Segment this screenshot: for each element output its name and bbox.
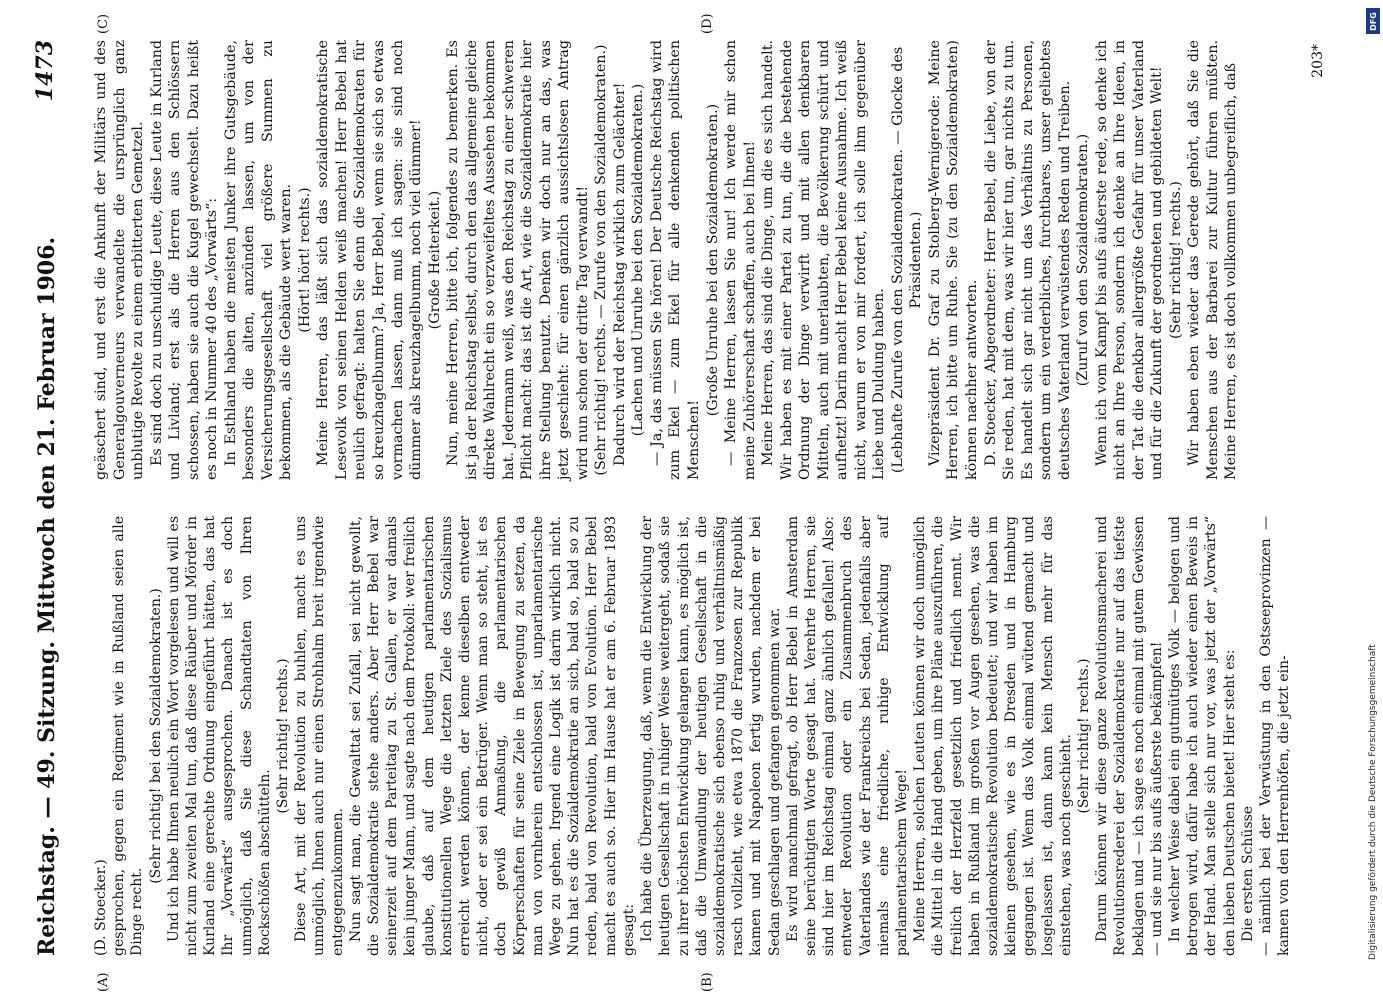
interjection: (Lachen und Unruhe bei den Sozialdemokraten.)	[630, 83, 647, 437]
interjection: (Hört! hört! rechts.)	[296, 187, 313, 333]
margin-marker-b: (B)	[700, 972, 715, 992]
interjection: (Große Unruhe bei den Sozialdemokraten.)	[704, 103, 721, 417]
paragraph: — nämlich bei der Verwüstung in den Ostseeprovinzen — kamen von den Herrenhöfen, die jetzt ein-	[1258, 516, 1293, 956]
paragraph: Nun, meine Herren, bitte ich, folgendes zu bemerken. Es ist ja der Reichstag selbst, durch den das allgemeine gleiche direkte Wahlrecht ein so verzweifeltes Aussehen bekommen hat. Jedermann weiß, was den Reichstag zu einer schweren Pflicht macht: das ist die Art, wie die Sozialdemokratie hier ihre Stellung benutzt. Denken wir doch nur an das, was jetzt geschieht: für einen gänzlich aussichtslosen Antrag wird nun schon der dritte Tag verwandt!	[445, 40, 591, 480]
paragraph: gesprochen, gegen ein Regiment wie in Rußland seien alle Dinge recht.	[111, 516, 146, 956]
paragraph: Vizepräsident Dr. Graf zu Stolberg-Wernigerode: Meine Herren, ich bitte um Ruhe. Sie (zu den Sozialdemokraten) können nachher antworten.	[926, 40, 980, 480]
paragraph: D. Stoecker, Abgeordneter: Herr Bebel, die Liebe, von der Sie reden, hat mit dem, was wir hier tun, gar nichts zu tun. Es handelt sich gar nicht um das Verhältnis zu Personen, sondern um ein verderbliches, furchtbares, unser geliebtes deutsches Vaterland verwüstendes Reden und Treiben.	[982, 40, 1073, 480]
paragraph: Es wird manchmal gefragt, ob Herr Bebel in Amsterdam seine berüchtigten Worte gesagt hat. Verehrte Herren, sie sind hier im Reichstag einmal ganz ähnlich gefallen! Also: entweder Revolution oder ein Zusammenbruch des Vaterlandes wie der Frankreichs bei Sedan, jedenfalls aber niemals eine friedliche, ruhige Entwicklung auf parlamentarischem Wege!	[784, 516, 910, 956]
interjection: (Sehr richtig! bei den Sozialdemokraten.)	[147, 588, 164, 884]
paragraph: Diese Art, mit der Revolution zu buhlen, macht es uns unmöglich, Ihnen auch nur einen Strohhalm breit irgendwie entgegenzukommen.	[293, 516, 346, 956]
interjection: (Sehr richtig! rechts.)	[1075, 658, 1092, 814]
interjection: (Lebhafte Zurufe von den Sozialdemokraten. — Glocke des Präsidenten.)	[889, 46, 925, 474]
paragraph: Und ich habe Ihnen neulich ein Wort vorgelesen und will es nicht zum zweiten Mal tun, daß diese Räuber und Mörder in Kurland eine gerechte Ordnung eingeführt hätten, das hat Ihr „Vorwärts“ ausgesprochen. Danach ist es doch unmöglich, daß Sie diese Schandtaten von Ihren Rockschößen abschütteln.	[165, 516, 273, 956]
paragraph: Wir haben eben wieder das Gerede gehört, daß Sie die Menschen aus der Barbarei zur Kultur führen müßten. Meine Herren, es ist doch vollkommen unbegreiflich, daß	[1186, 40, 1240, 480]
paragraph: In welcher Weise dabei ein gutmütiges Volk — belogen und betrogen wird, dafür habe ich auch wieder einen Beweis in der Hand. Man stelle sich nur vor, was jetzt der „Vorwärts“ den lieben Deutschen bietet! Hier steht es:	[1166, 516, 1238, 956]
left-column	[92, 516, 1293, 956]
paragraph: Meine Herren, das läßt sich das sozialdemokratische Lesevolk von seinen Helden weiß machen! Herr Bebel hat neulich gefragt: halten Sie denn die Sozialdemokraten für so kreuzhagelbumm? Ja, Herr Bebel, wenn sie sich so etwas vormachen lassen, dann muß ich sagen: sie sind noch dümmer als kreuzhagelbumm, noch viel dümmer!	[315, 40, 425, 480]
paragraph: Es sind doch zu unschuldige Leute, diese Leute in Kurland und Livland; erst als die Herren aus den Schlössern schossen, haben sie auch die Kugel gewechselt. Dazu heißt es noch in Nummer 40 des „Vorwärts“:	[148, 40, 221, 480]
page-header	[28, 40, 68, 956]
paragraph: — Ja, das müssen Sie hören! Der Deutsche Reichstag wird zum Ekel — zum Ekel für alle denkenden politischen Menschen!	[648, 40, 702, 480]
interjection: (Große Heiterkeit.)	[426, 190, 443, 330]
paragraph: Die ersten Schüsse	[1239, 805, 1256, 942]
paragraph: Wenn ich vom Kampf bis aufs äußerste rede, so denke ich nicht an Ihre Person, sondern ich denke an Ihre Ideen, in der Tat die denkbar allergrößte Gefahr für unser Vaterland und für die Zukunft der geordneten und gebildeten Welt!	[1093, 40, 1166, 480]
paragraph: Meine Herren, solchen Leuten können wir doch unmöglich die Mittel in die Hand geben, um ihre Pläne auszuführen, die freilich der Herzfeld gesetzlich und friedlich nennt. Wir haben in Rußland im großen vor Augen gesehen, was die sozialdemokratische Revolution bedeutet; und wir haben im kleinen gesehen, wie es in Dresden und in Hamburg gegangen ist. Wenn das Volk einmal wütend gemacht und losgelassen ist, dann kann kein Mensch mehr für das einstehen, was noch geschieht.	[912, 516, 1074, 956]
paragraph: Dadurch wird der Reichstag wirklich zum Gelächter!	[611, 82, 628, 466]
interjection: (Sehr richtig! rechts.)	[275, 658, 292, 814]
paragraph: (D. Stoecker.)	[93, 859, 109, 956]
interjection: (Zuruf von den Sozialdemokraten.)	[1075, 133, 1092, 387]
page-number: 1473	[32, 40, 58, 102]
paragraph: Nun sagt man, die Gewalttat sei Zufall, sei nicht gewollt, die Sozialdemokratie stehe anders. Aber Herr Bebel war seinerzeit auf dem Parteitag zu St. Gallen, er war damals kein junger Mann, und sagte nach dem Protokoll: wer freilich glaube, daß auf dem heutigen parlamentarischen konstitutionellen Wege die letzten Ziele des Sozialismus erreicht werden können, der kenne dieselben entweder nicht, oder er sei ein Betrüger. Wenn man so steht, ist es doch gewiß Anmaßung, die parlamentarischen Körperschaften für seine Ziele in Bewegung zu setzen, da man von vornherein entschlossen ist, unparlamentarische Wege zu gehen. Irgend eine Logik ist darin wirklich nicht. Nun hat es die Sozialdemokratie an sich, bald so, bald so zu reden, bald von Revolution, bald von Evolution. Herr Bebel macht es auch so. Hier im Hause hat er am 6. Februar 1893 gesagt:	[347, 516, 637, 956]
paragraph: geäschert sind, und erst die Ankunft der Militärs und des Generalgouverneurs verwandelte die ursprünglich ganz unblutige Revolte zu einem erbitterten Gemetzel.	[93, 40, 147, 480]
dfg-logo-text: DFG	[1368, 11, 1378, 31]
interjection: (Sehr richtig! rechts.)	[1167, 181, 1184, 339]
interjection: (Sehr richtig! rechts. — Zurufe von den Sozialdemokraten.)	[593, 44, 610, 476]
paragraph: In Esthland haben die meisten Junker ihre Gutsgebäude, besonders die alten, anzünden lassen, um von der Versicherungsgesellschaft viel größere Summen zu bekommen, als die Gebäude wert waren.	[222, 40, 295, 480]
paragraph: Darum können wir diese ganze Revolutionsmacherei und Revolutionsrederei der Sozialdemokratie nur auf das tiefste beklagen und — ich sage es noch einmal mit gutem Gewissen — und sie nur bis aufs äußerste bekämpfen!	[1094, 516, 1165, 956]
page-footer-signature: 203*	[1310, 44, 1326, 78]
margin-marker-d: (D)	[700, 13, 715, 34]
right-column	[92, 40, 1241, 480]
digitization-credit: Digitalisierung gefördert durch die Deutsche Forschungsgemeinschaft	[1368, 644, 1378, 960]
paragraph: Ich habe die Überzeugung, daß, wenn die Entwicklung der heutigen Gesellschaft in ruhiger Weise weitergeht, sodaß sie zu ihrer höchsten Entwicklung gelangen kann, es möglich ist, daß die Umwandlung der heutigen Gesellschaft in die sozialdemokratische sich ebenso ruhig und verhältnismäßig rasch vollzieht, wie etwa 1870 die Franzosen zur Republik kamen und mit Napoleon fertig wurden, nachdem er bei Sedan geschlagen und gefangen genommen war.	[639, 516, 783, 956]
paragraph: — Meine Herren, lassen Sie nur! Ich werde mir schon meine Zuhörerschaft schaffen, auch bei Ihnen!	[723, 40, 758, 480]
margin-marker-c: (C)	[96, 13, 111, 34]
dfg-logo	[1366, 8, 1380, 34]
paragraph: Meine Herren, das sind die Dinge, um die es sich handelt. Wir haben es mit einer Partei zu tun, die die bestehende Ordnung der Dinge verwirft und mit allen denkbaren Mitteln, auch mit unerlaubten, die Bevölkerung schürt und aufhetzt! Darin macht Herr Bebel keine Ausnahme. Ich weiß nicht, warum er von mir fordert, ich solle ihm gegenüber Liebe und Duldung haben.	[760, 40, 888, 480]
margin-marker-a: (A)	[96, 972, 111, 992]
header-title: Reichstag. — 49. Sitzung. Mittwoch den 21. Februar 1906.	[34, 236, 60, 956]
